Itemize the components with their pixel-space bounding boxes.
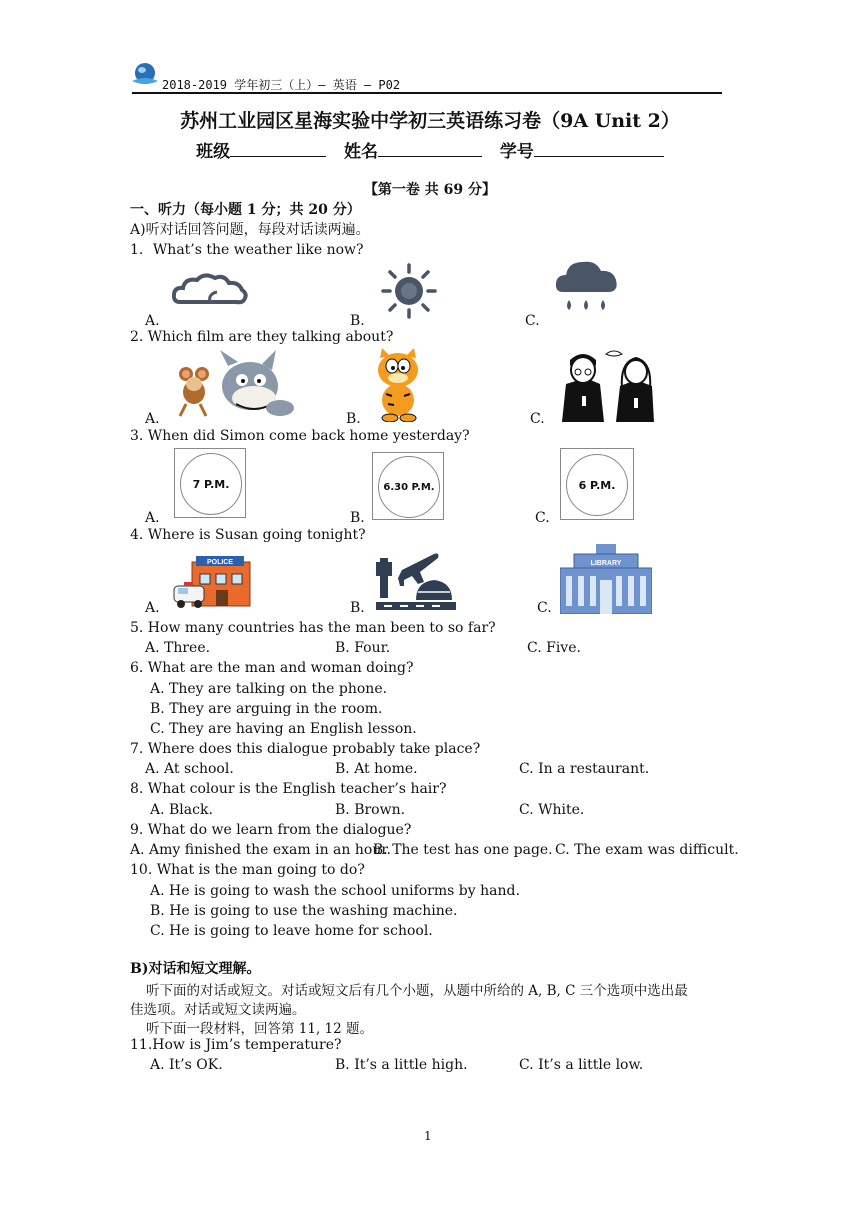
q9-option-b[interactable]: B. The test has one page. xyxy=(373,842,553,858)
q3-text: 3. When did Simon come back home yesterday? xyxy=(130,428,470,444)
q7-option-c[interactable]: C. In a restaurant. xyxy=(519,761,650,777)
q11-text: 11.How is Jim’s temperature? xyxy=(130,1037,342,1053)
clock-b-label: 6.30 P.M. xyxy=(378,456,440,518)
header-divider xyxy=(132,92,722,94)
q2-option-b[interactable]: B. xyxy=(346,411,361,427)
partB-instruction-3: 听下面一段材料，回答第 11, 12 题。 xyxy=(146,1021,374,1037)
q1-option-c[interactable]: C. xyxy=(525,313,540,329)
q2-option-a[interactable]: A. xyxy=(145,411,160,427)
q10-option-b[interactable]: B. He is going to use the washing machine. xyxy=(150,903,458,919)
q5-option-c[interactable]: C. Five. xyxy=(527,640,581,656)
q11-option-c[interactable]: C. It’s a little low. xyxy=(519,1057,644,1073)
number-label: 学号 xyxy=(499,142,534,162)
q9-option-c[interactable]: C. The exam was difficult. xyxy=(555,842,739,858)
q8-option-b[interactable]: B. Brown. xyxy=(335,802,406,818)
q5-option-a[interactable]: A. Three. xyxy=(145,640,211,656)
q1-option-b[interactable]: B. xyxy=(350,313,365,329)
rain-icon xyxy=(555,256,619,320)
q6-option-b[interactable]: B. They are arguing in the room. xyxy=(150,701,383,717)
partB-instruction-2: 佳选项。对话或短文读两遍。 xyxy=(130,1002,306,1018)
q10-text: 10. What is the man going to do? xyxy=(130,862,365,878)
clock-b-image xyxy=(372,452,444,520)
q11-option-b[interactable]: B. It’s a little high. xyxy=(335,1057,468,1073)
tom-and-jerry-image xyxy=(172,348,294,420)
number-blank[interactable] xyxy=(534,140,664,157)
section-title: 【第一卷 共 69 分】 xyxy=(363,182,497,198)
class-blank[interactable] xyxy=(230,140,326,157)
clock-a-image xyxy=(174,448,246,518)
garfield-image xyxy=(368,348,428,422)
q7-text: 7. Where does this dialogue probably take place? xyxy=(130,741,481,757)
q2-text: 2. Which film are they talking about? xyxy=(130,329,394,345)
q6-option-c[interactable]: C. They are having an English lesson. xyxy=(150,721,417,737)
cloud-icon xyxy=(172,272,248,306)
q8-text: 8. What colour is the English teacher’s hair? xyxy=(130,781,447,797)
class-label: 班级 xyxy=(196,142,231,162)
q9-text: 9. What do we learn from the dialogue? xyxy=(130,822,412,838)
police-station-image xyxy=(172,552,256,612)
q3-option-c[interactable]: C. xyxy=(535,510,550,526)
name-label: 姓名 xyxy=(344,142,378,162)
partB-heading: B)对话和短文理解。 xyxy=(130,961,261,977)
q8-option-a[interactable]: A. Black. xyxy=(150,802,213,818)
harry-potter-image xyxy=(556,348,658,422)
library-image xyxy=(560,544,652,614)
q5-option-b[interactable]: B. Four. xyxy=(335,640,391,656)
library-sign-text: LIBRARY xyxy=(590,560,622,567)
logo-icon xyxy=(130,62,160,88)
name-blank[interactable] xyxy=(378,140,482,157)
q3-option-a[interactable]: A. xyxy=(145,510,160,526)
q4-option-b[interactable]: B. xyxy=(350,600,365,616)
header-text: 2018-2019 学年初三（上）— 英语 — P02 xyxy=(162,78,401,92)
sun-icon xyxy=(380,262,438,320)
q3-option-b[interactable]: B. xyxy=(350,510,365,526)
page-title: 苏州工业园区星海实验中学初三英语练习卷（9A Unit 2） xyxy=(180,110,680,132)
q10-option-a[interactable]: A. He is going to wash the school uniforms by hand. xyxy=(150,883,520,899)
q1-text: 1．What’s the weather like now? xyxy=(130,242,364,258)
q9-option-a[interactable]: A. Amy finished the exam in an hour. xyxy=(130,842,391,858)
clock-c-label: 6 P.M. xyxy=(566,454,628,516)
student-info-fields xyxy=(0,137,860,162)
q1-option-a[interactable]: A. xyxy=(145,313,160,329)
q5-text: 5. How many countries has the man been to so far? xyxy=(130,620,496,636)
q11-option-a[interactable]: A. It’s OK. xyxy=(150,1057,223,1073)
q10-option-c[interactable]: C. He is going to leave home for school. xyxy=(150,923,433,939)
airport-icon xyxy=(376,550,456,612)
q8-option-c[interactable]: C. White. xyxy=(519,802,585,818)
q6-text: 6. What are the man and woman doing? xyxy=(130,660,414,676)
q2-option-c[interactable]: C. xyxy=(530,411,545,427)
clock-a-label: 7 P.M. xyxy=(180,453,242,515)
partB-instruction-1: 听下面的对话或短文。对话或短文后有几个小题，从题中所给的 A, B, C 三个选项中选出最 xyxy=(146,983,688,999)
partA-instruction: A)听对话回答问题，每段对话读两遍。 xyxy=(130,222,370,238)
part1-heading: 一、听力（每小题 1 分；共 20 分） xyxy=(130,202,361,218)
q4-text: 4. Where is Susan going tonight? xyxy=(130,527,366,543)
police-sign-text: POLICE xyxy=(206,559,234,566)
q7-option-a[interactable]: A. At school. xyxy=(145,761,234,777)
clock-c-image xyxy=(560,448,634,520)
q7-option-b[interactable]: B. At home. xyxy=(335,761,418,777)
q6-option-a[interactable]: A. They are talking on the phone. xyxy=(150,681,388,697)
q4-option-c[interactable]: C. xyxy=(537,600,552,616)
q4-option-a[interactable]: A. xyxy=(145,600,160,616)
page-number: 1 xyxy=(424,1129,432,1143)
